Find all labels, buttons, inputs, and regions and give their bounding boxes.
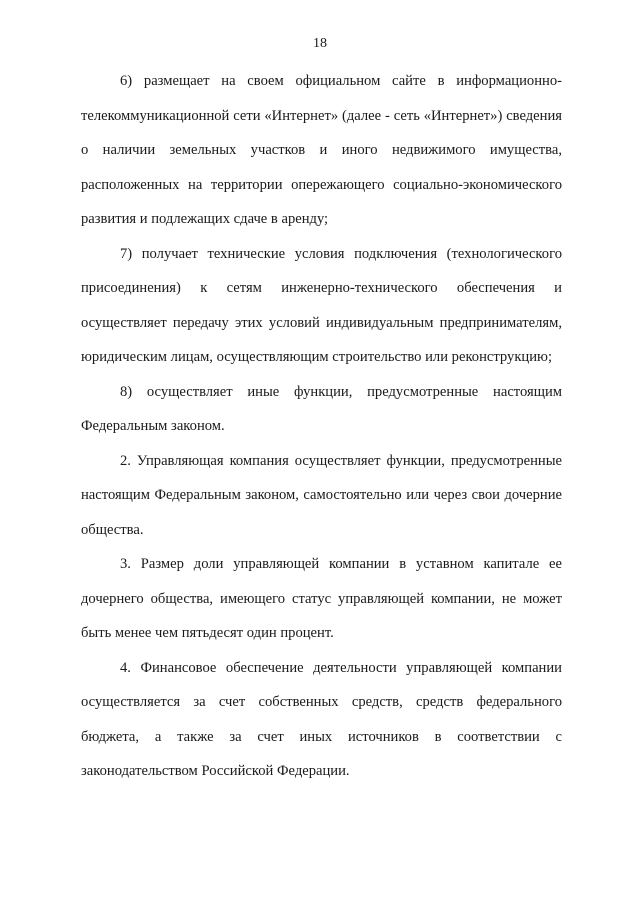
page-number: 18 (313, 36, 327, 51)
document-body (81, 64, 562, 789)
paragraph-item-7: 7) получает технические условия подключения (технологического присоединения) к сетям инженерно-технического обеспечения и осуществляет передачу этих условий индивидуальным предпринимателям, юридическим лицам, осуществляющим строительство или реконструкцию; (81, 245, 562, 365)
paragraph-item-6: 6) размещает на своем официальном сайте в информационно-телекоммуникационной сети «Интернет» (далее - сеть «Интернет») сведения о наличии земельных участков и иного недвижимого имущества, расположенных на территории опережающего социально-экономического развития и подлежащих сдаче в аренду; (81, 73, 562, 227)
paragraph-part-3: 3. Размер доли управляющей компании в уставном капитале ее дочернего общества, имеющего статус управляющей компании, не может быть менее чем пятьдесят один процент. (81, 556, 562, 641)
paragraph-item-8: 8) осуществляет иные функции, предусмотренные настоящим Федеральным законом. (81, 383, 562, 434)
paragraph-part-2: 2. Управляющая компания осуществляет функции, предусмотренные настоящим Федеральным законом, самостоятельно или через свои дочерние общества. (81, 452, 562, 538)
paragraph-part-4: 4. Финансовое обеспечение деятельности управляющей компании осуществляется за счет собственных средств, средств федерального бюджета, а также за счет иных источников в соответствии с законодательством Российской Федерации. (81, 659, 562, 779)
